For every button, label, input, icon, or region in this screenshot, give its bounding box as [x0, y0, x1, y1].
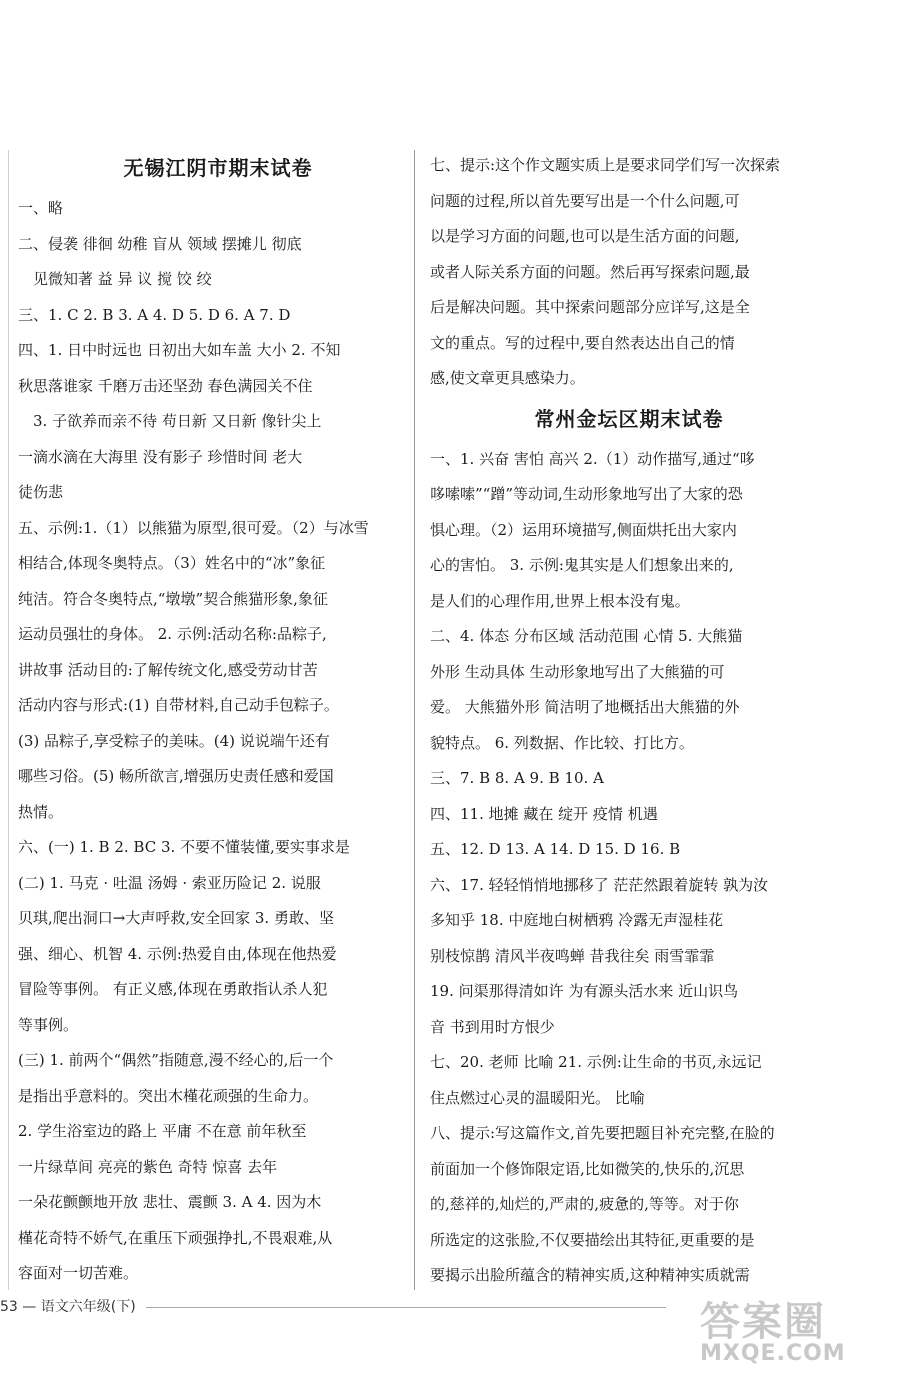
answer-line: 运动员强壮的身体。 2. 示例:活动名称:品粽子, [18, 625, 327, 643]
answer-line: 3. 子欲养而亲不待 苟日新 又日新 像针尖上 [18, 412, 322, 430]
answer-line: 2. 学生浴室边的路上 平庸 不在意 前年秋至 [18, 1122, 307, 1140]
answer-line: 冒险等事例。 有正义感,体现在勇敢指认杀人犯 [18, 980, 328, 998]
answer-line: 见微知著 益 异 议 搅 饺 绞 [18, 270, 212, 288]
answer-line: (三) 1. 前两个“偶然”指随意,漫不经心的,后一个 [18, 1051, 334, 1069]
answer-line: 五、示例:1.（1）以熊猫为原型,很可爱。（2）与冰雪 [18, 518, 369, 537]
right-column [430, 148, 828, 1294]
footer-dash: — [22, 1299, 37, 1315]
right-answer-lines [430, 442, 828, 1294]
page-number: 53 [0, 1299, 18, 1315]
answer-line: 六、(一) 1. B 2. BC 3. 不要不懂装懂,要实事求是 [18, 838, 350, 856]
answer-line: 是人们的心理作用,世界上根本没有鬼。 [430, 591, 690, 610]
answer-line: 后是解决问题。其中探索问题部分应详写,这是全 [430, 298, 750, 316]
answer-line: 容面对一切苦难。 [18, 1264, 139, 1282]
answer-line: 心的害怕。 3. 示例:鬼其实是人们想象出来的, [430, 556, 734, 574]
answer-line: 哪些习俗。(5) 畅所欲言,增强历史责任感和爱国 [18, 767, 334, 785]
right-top-answer-lines [430, 148, 828, 397]
page-footer [0, 1296, 666, 1316]
answer-line: (二) 1. 马克 · 吐温 汤姆 · 索亚历险记 2. 说服 [18, 873, 321, 892]
answer-line: 19. 问渠那得清如许 为有源头活水来 近山识鸟 [430, 982, 739, 1000]
answer-line: 纯洁。符合冬奥特点,“墩墩”契合熊猫形象,象征 [18, 589, 328, 608]
answer-line: 以是学习方面的问题,也可以是生活方面的问题, [430, 227, 740, 245]
answer-line: 一朵花颤颤地开放 悲壮、震颤 3. A 4. 因为木 [18, 1193, 322, 1211]
answer-line: 感,使文章更具感染力。 [430, 369, 585, 387]
answer-line: 二、4. 体态 分布区域 活动范围 心情 5. 大熊猫 [430, 627, 743, 645]
answer-line: 七、20. 老师 比喻 21. 示例:让生命的书页,永远记 [430, 1053, 762, 1071]
answer-line: 三、1. C 2. B 3. A 4. D 5. D 6. A 7. D [18, 305, 291, 324]
watermark-logo [700, 1290, 900, 1390]
answer-line: 三、7. B 8. A 9. B 10. A [430, 769, 604, 787]
left-answer-lines [18, 191, 418, 1292]
answer-line: 别枝惊鹊 清风半夜鸣蝉 昔我往矣 雨雪霏霏 [430, 946, 715, 965]
answer-line: (3) 品粽子,享受粽子的美味。(4) 说说端午还有 [18, 731, 330, 750]
answer-line: 六、17. 轻轻悄悄地挪移了 茫茫然跟着旋转 孰为汝 [430, 875, 769, 894]
answer-line: 七、提示:这个作文题实质上是要求同学们写一次探索 [430, 156, 781, 174]
answer-line: 问题的过程,所以首先要写出是一个什么问题,可 [430, 191, 740, 210]
answer-line: 五、12. D 13. A 14. D 15. D 16. B [430, 840, 681, 858]
answer-line: 四、1. 日中时远也 日初出大如车盖 大小 2. 不知 [18, 341, 341, 359]
watermark-url: MXQE.COM [700, 1341, 846, 1366]
answer-line: 相结合,体现冬奥特点。（3）姓名中的“冰”象征 [18, 554, 326, 572]
answer-line: 槿花奇特不娇气,在重压下顽强挣扎,不畏艰难,从 [18, 1228, 333, 1247]
answer-line: 一、1. 兴奋 害怕 高兴 2.（1）动作描写,通过“哆 [430, 449, 755, 468]
section-title-wuxi: 无锡江阴市期末试卷 [123, 156, 313, 180]
page-edge-rule [8, 150, 9, 1290]
answer-line: 文的重点。写的过程中,要自然表达出自己的情 [430, 333, 735, 352]
footer-subject: 语文六年级(下) [40, 1299, 136, 1315]
answer-line: 等事例。 [18, 1015, 79, 1034]
answer-line: 貌特点。 6. 列数据、作比较、打比方。 [430, 733, 694, 752]
answer-line: 秋思落谁家 千磨万击还坚劲 春色满园关不住 [18, 376, 313, 395]
answer-line: 活动内容与形式:(1) 自带材料,自己动手包粽子。 [18, 696, 339, 714]
answer-line: 贝琪,爬出洞口→大声呼救,安全回家 3. 勇敢、坚 [18, 909, 334, 927]
answer-line: 的,慈祥的,灿烂的,严肃的,疲惫的,等等。对于你 [430, 1195, 739, 1213]
section-title-changzhou: 常州金坛区期末试卷 [534, 406, 724, 431]
footer-rule [146, 1307, 666, 1308]
answer-line: 徒伤悲 [18, 483, 64, 501]
answer-line: 一滴水滴在大海里 没有影子 珍惜时间 老大 [18, 447, 303, 466]
answer-line: 前面加一个修饰限定语,比如微笑的,快乐的,沉思 [430, 1159, 745, 1178]
answer-line: 一、略 [18, 199, 64, 217]
answer-line: 二、侵袭 徘徊 幼稚 盲从 领域 摆摊儿 彻底 [18, 234, 302, 253]
answer-line: 音 书到用时方恨少 [430, 1017, 555, 1036]
watermark-text: 答案圈 [700, 1299, 826, 1345]
answer-line: 四、11. 地摊 藏在 绽开 疫情 机遇 [430, 804, 658, 823]
answer-line: 惧心理。（2）运用环境描写,侧面烘托出大家内 [430, 520, 737, 539]
answer-line: 住点燃过心灵的温暖阳光。 比喻 [430, 1088, 645, 1107]
answer-line: 哆嗦嗦”“蹭”等动词,生动形象地写出了大家的恐 [430, 485, 743, 503]
answer-line: 或者人际关系方面的问题。然后再写探索问题,最 [430, 262, 750, 281]
left-column [18, 148, 418, 1292]
answer-line: 要揭示出脸所蕴含的精神实质,这种精神实质就需 [430, 1266, 750, 1284]
answer-line: 讲故事 活动目的:了解传统文化,感受劳动甘苦 [18, 660, 318, 679]
answer-line: 多知乎 18. 中庭地白树栖鸦 冷露无声湿桂花 [430, 911, 724, 929]
answer-line: 所选定的这张脸,不仅要描绘出其特征,更重要的是 [430, 1230, 755, 1249]
answer-line: 外形 生动具体 生动形象地写出了大熊猫的可 [430, 662, 725, 681]
answer-line: 爱。 大熊猫外形 简洁明了地概括出大熊猫的外 [430, 698, 740, 716]
answer-line: 一片绿草间 亮亮的紫色 奇特 惊喜 去年 [18, 1157, 278, 1176]
answer-line: 是指出乎意料的。突出木槿花顽强的生命力。 [18, 1086, 319, 1105]
answer-line: 热情。 [18, 802, 64, 821]
answer-line: 八、提示:写这篇作文,首先要把题目补充完整,在脸的 [430, 1124, 775, 1142]
answer-line: 强、细心、机智 4. 示例:热爱自由,体现在他热爱 [18, 944, 337, 963]
